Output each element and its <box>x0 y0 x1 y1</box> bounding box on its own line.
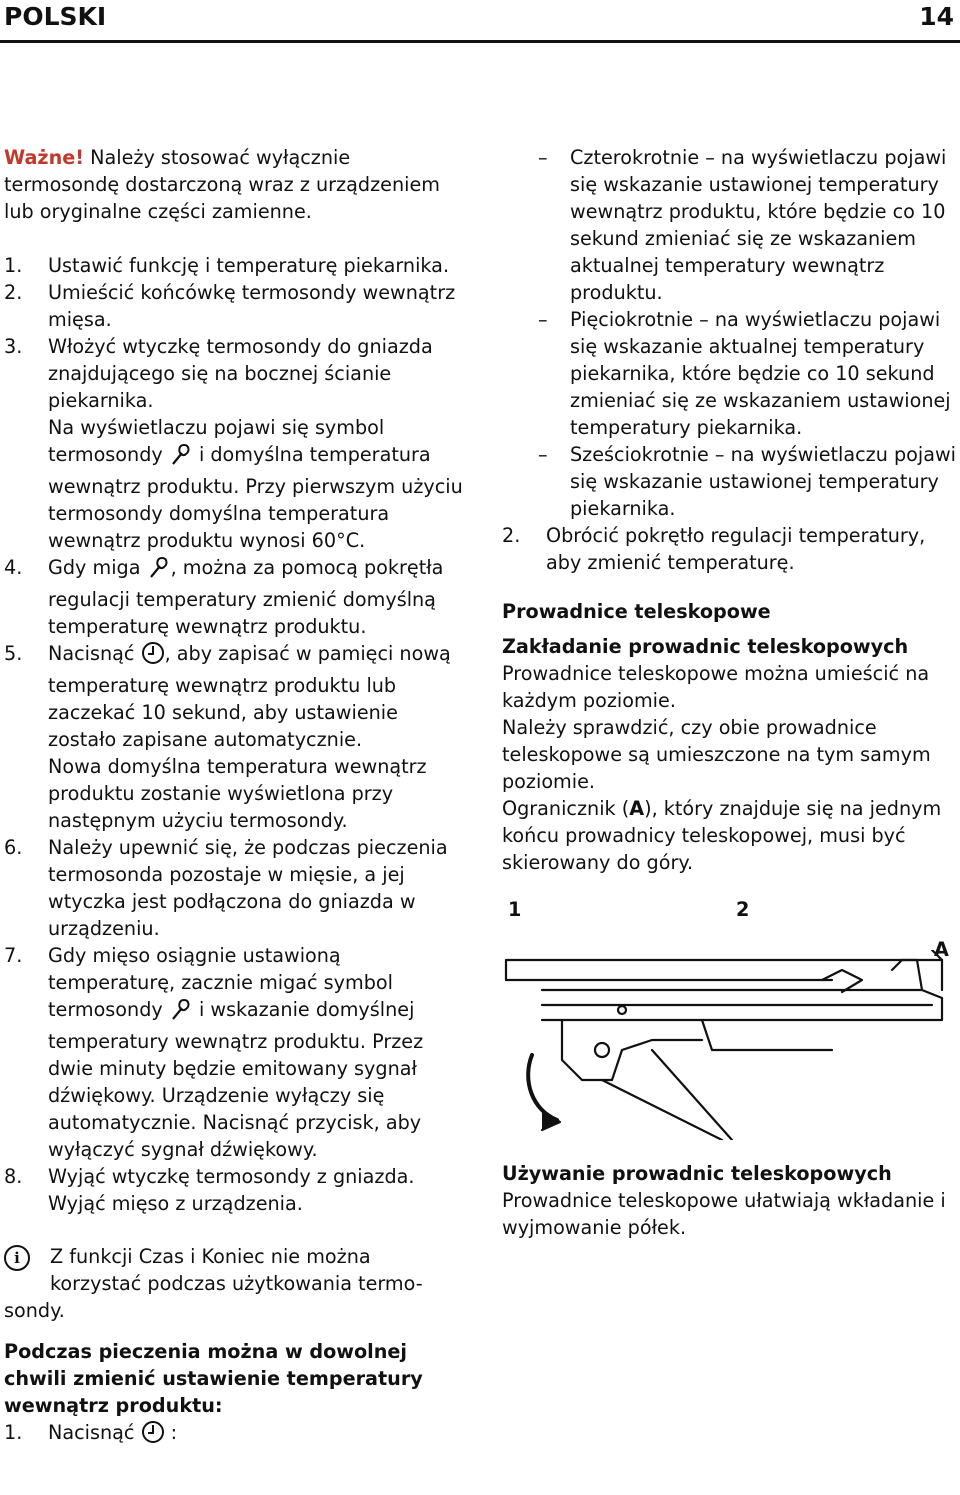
step-number: 4. <box>4 556 23 579</box>
paragraph-text: ), który znajduje się na jednym końcu prowadnicy teleskopowej, musi być skierowany do góry. <box>502 797 942 874</box>
step-number: 2. <box>4 281 23 304</box>
step-8 <box>4 1163 466 1217</box>
sub-item-text: Czterokrotnie – na wyświetlaczu pojawi się wskazanie ustawionej temperatury wewnątrz produktu, które będzie co 10 sekund zmieniać się ze wskazaniem aktualnej temperatury wewnątrz produktu. <box>570 146 947 304</box>
right-column <box>502 144 958 1241</box>
step-4 <box>4 554 466 640</box>
step-text: Nacisnąć <box>48 1421 141 1444</box>
step-number: 1. <box>4 1421 23 1444</box>
step-text: i domyślna temperatura wewnątrz produktu. Przy pierwszym użyciu termosondy domyślna temperatura wewnątrz produktu wynosi 60°C. <box>48 443 463 552</box>
dash-bullet: – <box>538 308 548 331</box>
warning-paragraph <box>4 144 466 225</box>
language-label: POLSKI <box>4 2 107 31</box>
step-text: i wskazanie domyślnej temperatury wewnątrz produktu. Przez dwie minuty będzie emitowany sygnał dźwiękowy. Urządzenie wyłączy się automatycznie. Nacisnąć przycisk, aby wyłączyć sygnał dźwiękowy. <box>48 998 424 1161</box>
step-text: Gdy mięso osiągnie ustawioną temperaturę, zacznie migać symbol termosondy <box>48 944 393 1021</box>
info-icon: i <box>4 1245 30 1271</box>
sub-item-text: Pięciokrotnie – na wyświetlaczu pojawi się wskazanie aktualnej temperatury piekarnika, które będzie co 10 sekund zmieniać się ze wskazaniem ustawionej temperatury piekarnika. <box>570 308 951 439</box>
step-number: 7. <box>4 944 23 967</box>
step-number: 1. <box>4 254 23 277</box>
figure-labels <box>502 896 958 961</box>
step-text: , można za pomocą pokrętła regulacji temperatury zmienić domyślną temperaturę wewnątrz produktu. <box>48 556 444 638</box>
info-note <box>4 1243 466 1324</box>
step-number: 5. <box>4 642 23 665</box>
step-1 <box>4 252 466 279</box>
paragraph: Należy sprawdzić, czy obie prowadnice teleskopowe są umieszczone na tym samym poziomie. <box>502 716 931 793</box>
step-text: Gdy miga <box>48 556 147 579</box>
sub-item-3 <box>502 441 958 522</box>
dash-bullet: – <box>538 443 548 466</box>
figure-label-2: 2 <box>736 898 750 921</box>
page-number: 14 <box>919 2 954 31</box>
final-step <box>4 1419 466 1451</box>
step-text: Ustawić funkcję i temperaturę piekarnika. <box>48 254 450 277</box>
sub-item-1 <box>502 144 958 306</box>
meat-probe-icon <box>169 997 193 1028</box>
step-text: , aby zapisać w pamięci nową temperaturę wewnątrz produktu lub zaczekać 10 sekund, aby ustawienie zostało zapisane automatycznie. <box>48 642 451 751</box>
step-number: 3. <box>4 335 23 358</box>
info-text-tail: sondy. <box>4 1299 65 1322</box>
paragraph-text: Ogranicznik ( <box>502 797 630 820</box>
step-text: Umieścić końcówkę termosondy wewnątrz mięsa. <box>48 281 456 331</box>
paragraph <box>502 795 958 876</box>
step-2-right <box>502 522 958 576</box>
figure-label-1: 1 <box>508 898 522 921</box>
step-5-continuation <box>4 753 466 834</box>
clock-icon <box>141 1420 165 1451</box>
paragraph: Prowadnice teleskopowe ułatwiają wkładanie i wyjmowanie półek. <box>502 1189 946 1239</box>
step-2 <box>4 279 466 333</box>
step-text: Na wyświetlaczu pojawi się symbol termosondy <box>48 416 385 466</box>
step-text: Nacisnąć <box>48 642 141 665</box>
step-text: Należy upewnić się, że podczas pieczenia termosonda pozostaje w mięsie, a jej wtyczka jest podłączona do gniazda w urządzeniu. <box>48 836 448 940</box>
sub-item-text: Sześciokrotnie – na wyświetlaczu pojawi się wskazanie ustawionej temperatury piekarnika. <box>570 443 957 520</box>
step-7 <box>4 942 466 1163</box>
step-3 <box>4 333 466 414</box>
header-rule <box>0 40 960 43</box>
bold-heading: Podczas pieczenia można w dowolnej chwili zmienić ustawienie temperatury wewnątrz produktu: <box>4 1340 423 1417</box>
step-text: Włożyć wtyczkę termosondy do gniazda znajdującego się na bocznej ścianie piekarnika. <box>48 335 433 412</box>
page-header <box>0 0 960 38</box>
step-text: : <box>164 1421 178 1444</box>
step-number: 2. <box>502 524 521 547</box>
step-6 <box>4 834 466 942</box>
dash-bullet: – <box>538 146 548 169</box>
clock-icon <box>141 641 165 672</box>
stopper-label: A <box>629 797 645 820</box>
section-title: Prowadnice teleskopowe <box>502 600 771 623</box>
meat-probe-icon <box>147 555 171 586</box>
warning-text: Należy stosować wyłącznie termosondę dostarczoną wraz z urządzeniem lub oryginalne części zamienne. <box>4 146 440 223</box>
telescopic-runner-illustration <box>502 950 958 1140</box>
subsection-title: Zakładanie prowadnic teleskopowych <box>502 635 909 658</box>
step-text: Wyjąć wtyczkę termosondy z gniazda. Wyjąć mięso z urządzenia. <box>48 1165 415 1215</box>
meat-probe-icon <box>169 442 193 473</box>
left-column <box>4 144 466 1451</box>
info-text: Z funkcji Czas i Koniec nie można korzystać podczas użytkowania termo- <box>50 1245 423 1295</box>
step-text: Obrócić pokrętło regulacji temperatury, aby zmienić temperaturę. <box>546 524 926 574</box>
warning-label: Ważne! <box>4 146 85 169</box>
figure-label-a: A <box>934 938 949 961</box>
subsection-title: Używanie prowadnic teleskopowych <box>502 1162 892 1185</box>
step-number: 8. <box>4 1165 23 1188</box>
step-5 <box>4 640 466 753</box>
step-text: Nowa domyślna temperatura wewnątrz produktu zostanie wyświetlona przy następnym użyciu termosondy. <box>48 755 427 832</box>
step-number: 6. <box>4 836 23 859</box>
sub-item-2 <box>502 306 958 441</box>
paragraph: Prowadnice teleskopowe można umieścić na każdym poziomie. <box>502 662 930 712</box>
step-3-continuation <box>4 414 466 554</box>
